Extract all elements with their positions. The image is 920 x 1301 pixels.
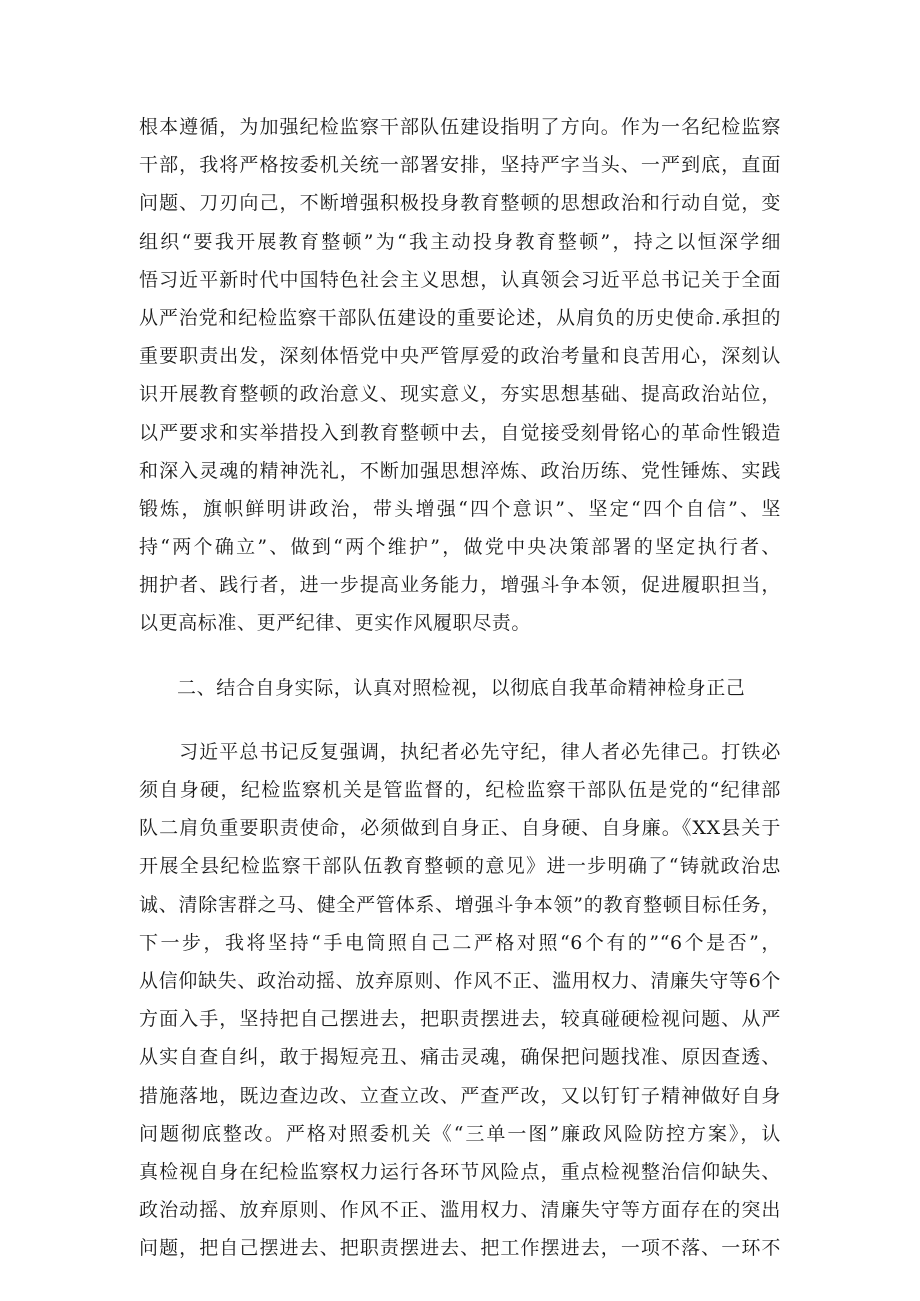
paragraph-spacer	[139, 643, 781, 669]
text-line: 队二肩负重要职责使命，必须做到自身正、自身硬、自身廉。《XX县关于	[139, 817, 781, 840]
text-line: 悟习近平新时代中国特色社会主义思想，认真领会习近平总书记关于全面	[139, 268, 781, 291]
text-line: 开展全县纪检监察干部队伍教育整顿的意见》进一步明确了“铸就政治忠	[139, 855, 781, 878]
text-line: 和深入灵魂的精神洗礼，不断加强思想淬炼、政治历练、党性锤炼、实践	[139, 459, 781, 482]
section-heading: 二、结合自身实际，认真对照检视，以彻底自我革命精神检身正己	[177, 676, 746, 699]
text-line: 以更高标准、更严纪律、更实作风履职尽责。	[139, 612, 532, 635]
text-line: 真检视自身在纪检监察权力运行各环节风险点，重点检视整治信仰缺失、	[139, 1160, 781, 1183]
paragraph-1	[139, 108, 781, 643]
text-line: 须自身硬，纪检监察机关是管监督的，纪检监察干部队伍是党的“纪律部	[139, 779, 781, 801]
text-line: 政治动摇、放弃原则、作风不正、滥用权力、清廉失守等方面存在的突出	[139, 1199, 781, 1222]
text-line: 干部，我将严格按委机关统一部署安排，坚持严字当头、一严到底，直面	[139, 154, 781, 177]
text-line: 下一步，我将坚持“手电筒照自己二严格对照“6个有的”“6个是否”，	[139, 931, 781, 954]
paragraph-2	[139, 733, 781, 1268]
text-line: 诚、清除害群之马、健全严管体系、增强斗争本领”的教育整顿目标任务，	[139, 893, 781, 916]
text-line: 拥护者、践行者，进一步提高业务能力，增强斗争本领，促进履职担当，	[139, 574, 781, 597]
text-line: 从实自查自纠，敢于揭短亮丑、痛击灵魂，确保把问题找准、原因查透、	[139, 1046, 781, 1069]
document-body	[139, 108, 781, 1267]
text-line: 持“两个确立”、做到“两个维护”，做党中央决策部署的坚定执行者、	[139, 536, 781, 559]
text-line: 以严要求和实举措投入到教育整顿中去，自觉接受刻骨铭心的革命性锻造	[139, 421, 781, 444]
text-line: 识开展教育整顿的政治意义、现实意义，夯实思想基础、提高政治站位，	[139, 383, 781, 406]
text-line: 问题彻底整改。严格对照委机关《“三单一图”廉政风险防控方案》，认	[139, 1122, 781, 1145]
text-line: 锻炼，旗帜鲜明讲政治，带头增强“四个意识”、坚定“四个自信”、坚	[139, 497, 781, 520]
text-line: 问题，把自己摆进去、把职责摆进去、把工作摆进去，一项不落、一环不	[139, 1237, 781, 1260]
text-line: 方面入手，坚持把自己摆进去，把职责摆进去，较真碰硬检视问题、从严	[139, 1008, 781, 1031]
text-line: 从严治党和纪检监察干部队伍建设的重要论述，从肩负的历史使命.承担的	[139, 306, 781, 329]
text-line: 组织“要我开展教育整顿”为“我主动投身教育整顿”，持之以恒深学细	[139, 230, 781, 253]
paragraph-spacer	[139, 707, 781, 733]
text-line: 重要职责出发，深刻体悟党中央严管厚爱的政治考量和良苦用心，深刻认	[139, 345, 781, 368]
text-line: 措施落地，既边查边改、立查立改、严查严改，又以钉钉子精神做好自身	[139, 1084, 781, 1107]
text-line: 根本遵循，为加强纪检监察干部队伍建设指明了方向。作为一名纪检监察	[139, 116, 781, 138]
text-line: 从信仰缺失、政治动摇、放弃原则、作风不正、滥用权力、清廉失守等6个	[139, 969, 781, 992]
text-line: 习近平总书记反复强调，执纪者必先守纪，律人者必先律己。打铁必	[139, 740, 781, 763]
text-line: 问题、刀刃向己，不断增强积极投身教育整顿的思想政治和行动自觉，变	[139, 192, 781, 215]
